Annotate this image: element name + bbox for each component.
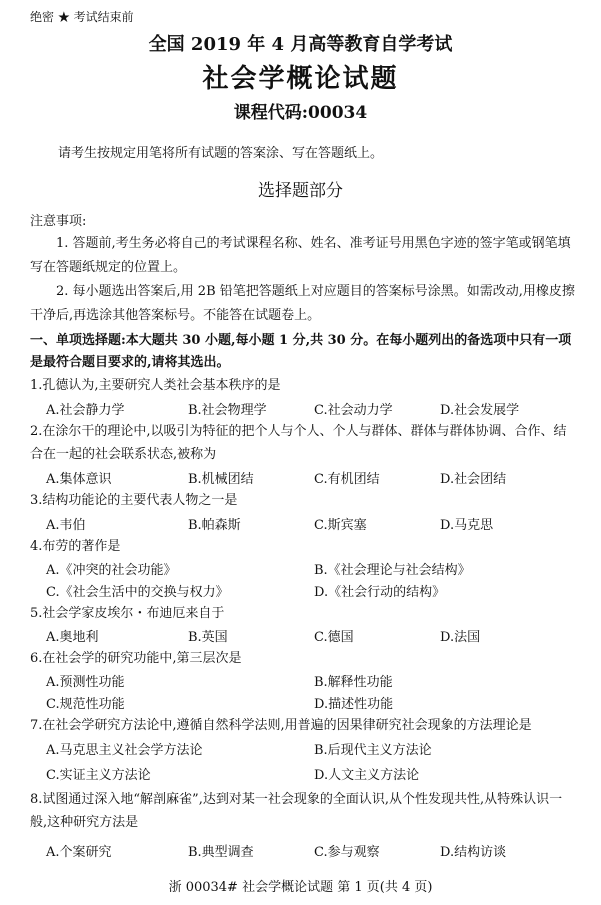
option-c: C.实证主义方法论 bbox=[46, 768, 151, 783]
option-a: A.社会静力学 bbox=[46, 403, 125, 418]
section-heading: 一、单项选择题:本大题共 30 小题,每小题 1 分,共 30 分。在每小题列出的备选项中只有一项是最符合题目要求的,请将其选出。 bbox=[30, 333, 572, 370]
option-b: B.《社会理论与社会结构》 bbox=[314, 563, 471, 578]
question-options bbox=[46, 841, 576, 863]
option-a: A.《冲突的社会功能》 bbox=[46, 563, 177, 578]
question-options bbox=[46, 693, 576, 715]
question-options bbox=[46, 626, 576, 648]
option-b: B.社会物理学 bbox=[188, 403, 267, 418]
option-d: D.社会发展学 bbox=[440, 403, 520, 418]
question-stem: 5.社会学家皮埃尔・布迪厄来自于 bbox=[30, 606, 225, 621]
option-c: C.规范性功能 bbox=[46, 697, 125, 712]
question-stem: 2.在涂尔干的理论中,以吸引为特征的把个人与个人、个人与群体、群体与群体协调、合作、结合在一起的社会联系状态,被称为 bbox=[30, 424, 567, 462]
question-options bbox=[46, 514, 576, 536]
course-code: 课程代码:00034 bbox=[233, 103, 368, 123]
option-a: A.马克思主义社会学方法论 bbox=[46, 743, 203, 758]
instruction-text: 请考生按规定用笔将所有试题的答案涂、写在答题纸上。 bbox=[58, 146, 384, 161]
option-c: C.德国 bbox=[314, 630, 354, 645]
secret-label: 绝密 ★ 考试结束前 bbox=[30, 10, 134, 24]
question-stem: 1.孔德认为,主要研究人类社会基本秩序的是 bbox=[30, 378, 281, 393]
option-b: B.解释性功能 bbox=[314, 675, 393, 690]
exam-title: 全国 2019 年 4 月高等教育自学考试 bbox=[148, 34, 453, 55]
option-d: D.《社会行动的结构》 bbox=[314, 585, 446, 600]
question-stem: 3.结构功能论的主要代表人物之一是 bbox=[30, 493, 238, 508]
part-title: 选择题部分 bbox=[258, 181, 343, 201]
question-options bbox=[46, 671, 576, 693]
option-c: C.参与观察 bbox=[314, 845, 380, 860]
option-c: C.斯宾塞 bbox=[314, 518, 367, 533]
option-d: D.人文主义方法论 bbox=[314, 768, 420, 783]
question-options bbox=[46, 764, 576, 786]
option-c: C.《社会生活中的交换与权力》 bbox=[46, 585, 229, 600]
option-d: D.结构访谈 bbox=[440, 845, 507, 860]
option-d: D.社会团结 bbox=[440, 472, 507, 487]
question-options bbox=[46, 739, 576, 761]
question-options bbox=[46, 399, 576, 421]
question-stem: 4.布劳的著作是 bbox=[30, 539, 121, 554]
notice-heading: 注意事项: bbox=[30, 214, 87, 229]
question-stem: 8.试图通过深入地“解剖麻雀”,达到对某一社会现象的全面认识,从个性发现共性,从特殊认识一般,这种研究方法是 bbox=[30, 792, 563, 830]
option-c: C.社会动力学 bbox=[314, 403, 393, 418]
option-a: A.奥地利 bbox=[46, 630, 99, 645]
option-a: A.韦伯 bbox=[46, 518, 86, 533]
option-c: C.有机团结 bbox=[314, 472, 380, 487]
notice-item-2: 2. 每小题选出答案后,用 2B 铅笔把答题纸上对应题目的答案标号涂黑。如需改动,用橡皮擦干净后,再选涂其他答案标号。不能答在试题卷上。 bbox=[30, 284, 575, 323]
option-d: D.马克思 bbox=[440, 518, 494, 533]
option-b: B.后现代主义方法论 bbox=[314, 743, 432, 758]
question-options bbox=[46, 581, 576, 603]
question-stem: 6.在社会学的研究功能中,第三层次是 bbox=[30, 651, 242, 666]
option-d: D.法国 bbox=[440, 630, 481, 645]
question-options bbox=[46, 468, 576, 490]
option-a: A.个案研究 bbox=[46, 845, 112, 860]
notice-item-1: 1. 答题前,考生务必将自己的考试课程名称、姓名、准考证号用黑色字迹的签字笔或钢笔填写在答题纸规定的位置上。 bbox=[30, 236, 571, 275]
option-b: B.典型调查 bbox=[188, 845, 254, 860]
option-a: A.预测性功能 bbox=[46, 675, 125, 690]
option-b: B.帕森斯 bbox=[188, 518, 241, 533]
page-footer: 浙 00034# 社会学概论试题 第 1 页(共 4 页) bbox=[168, 880, 433, 895]
subject-title: 社会学概论试题 bbox=[202, 64, 399, 94]
option-b: B.机械团结 bbox=[188, 472, 254, 487]
option-d: D.描述性功能 bbox=[314, 697, 394, 712]
option-a: A.集体意识 bbox=[46, 472, 112, 487]
question-stem: 7.在社会学研究方法论中,遵循自然科学法则,用普遍的因果律研究社会现象的方法理论是 bbox=[30, 718, 532, 733]
option-b: B.英国 bbox=[188, 630, 228, 645]
question-options bbox=[46, 559, 576, 581]
